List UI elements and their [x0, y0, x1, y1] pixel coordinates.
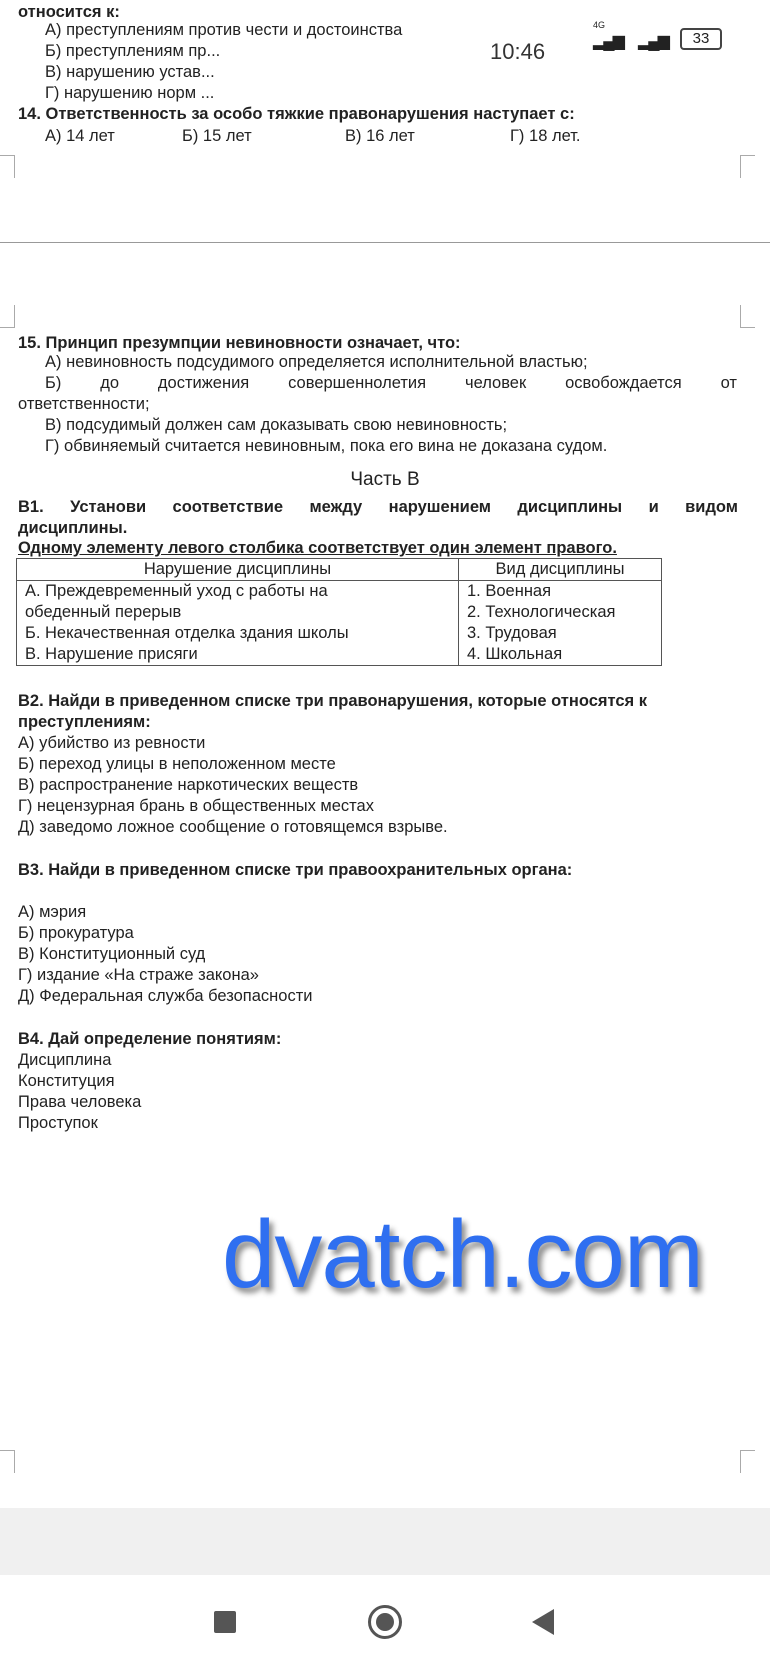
b2-option: Д) заведомо ложное сообщение о готовящемся взрыве. [18, 818, 448, 836]
q14-option-b: Б) 15 лет [182, 127, 252, 145]
q15-title: 15. Принцип презумпции невиновности означает, что: [18, 334, 461, 352]
table-header: Нарушение дисциплины [17, 559, 459, 581]
recents-icon[interactable] [214, 1611, 236, 1633]
b4-title: В4. Дай определение понятиям: [18, 1030, 282, 1048]
watermark: dvatch.com [222, 1201, 703, 1308]
page-corner-mark [740, 305, 755, 328]
page-corner-mark [740, 155, 755, 178]
table-cell-right [459, 581, 662, 666]
q15-option-d: Г) обвиняемый считается невиновным, пока его вина не доказана судом. [45, 437, 608, 455]
b2-title-cont: преступлениям: [18, 713, 151, 731]
b4-term: Проступок [18, 1114, 98, 1132]
q15-option-b-cont: ответственности; [18, 395, 150, 413]
b2-option: Б) переход улицы в неположенном месте [18, 755, 336, 773]
part-b-title: Часть В [350, 469, 420, 490]
page-divider [0, 242, 770, 243]
violation-item: Б. Некачественная отделка здания школы [25, 624, 349, 642]
b3-option: Д) Федеральная служба безопасности [18, 987, 313, 1005]
q15-option-b: Б) до достижения совершеннолетия человек освобождается от [45, 374, 737, 392]
page-corner-mark [0, 155, 15, 178]
q14-option-d: Г) 18 лет. [510, 127, 581, 145]
violation-item: А. Преждевременный уход с работы на [25, 582, 328, 600]
violation-item: В. Нарушение присяги [25, 645, 198, 663]
b4-term: Права человека [18, 1093, 142, 1111]
b3-option: А) мэрия [18, 903, 87, 921]
q13-option-c: В) нарушению устав... [45, 63, 215, 81]
b4-term: Конституция [18, 1072, 115, 1090]
q15-option-c: В) подсудимый должен сам доказывать свою невиновность; [45, 416, 508, 434]
q14-option-a: А) 14 лет [45, 127, 115, 145]
matching-table [16, 558, 662, 666]
discipline-item: 3. Трудовая [467, 624, 557, 642]
q13-tail: относится к: [18, 3, 120, 21]
b2-title: В2. Найди в приведенном списке три правонарушения, которые относятся к [18, 692, 648, 710]
table-cell-left [17, 581, 459, 666]
b1-title: В1. Установи соответствие между нарушением дисциплины и видом [18, 498, 738, 516]
back-icon[interactable] [532, 1609, 554, 1635]
discipline-item: 4. Школьная [467, 645, 563, 663]
q13-option-a: А) преступлениям против чести и достоинства [45, 21, 403, 39]
q14-option-c: В) 16 лет [345, 127, 415, 145]
q13-option-d: Г) нарушению норм ... [45, 84, 215, 102]
b3-option: Г) издание «На страже закона» [18, 966, 259, 984]
page-corner-mark [0, 305, 15, 328]
discipline-item: 2. Технологическая [467, 603, 616, 621]
home-icon-dot [376, 1613, 394, 1631]
status-time: 10:46 [490, 39, 546, 64]
page-corner-mark [740, 1450, 755, 1473]
b1-title-cont: дисциплины. [18, 519, 128, 537]
b3-title: В3. Найди в приведенном списке три правоохранительных органа: [18, 861, 573, 879]
page-gap [0, 1508, 770, 1575]
b1-instruction: Одному элементу левого столбика соответствует один элемент правого. [18, 539, 617, 557]
violation-item: обеденный перерыв [25, 603, 182, 621]
q14-title: 14. Ответственность за особо тяжкие правонарушения наступает с: [18, 105, 575, 123]
b2-option: Г) нецензурная брань в общественных местах [18, 797, 374, 815]
navigation-bar [0, 1575, 770, 1668]
b4-term: Дисциплина [18, 1051, 112, 1069]
signal-icon: ▂▄▆ [638, 33, 668, 50]
home-icon[interactable] [368, 1605, 402, 1639]
b3-option: В) Конституционный суд [18, 945, 206, 963]
signal-icon: ▂▄▆ [593, 33, 623, 50]
q15-option-a: А) невиновность подсудимого определяется исполнительной властью; [45, 353, 588, 371]
battery-icon: 33 [680, 28, 722, 50]
q13-option-b: Б) преступлениям пр... [45, 42, 221, 60]
table-header: Вид дисциплины [459, 559, 662, 581]
network-type: 4G [593, 20, 606, 30]
b2-option: В) распространение наркотических веществ [18, 776, 359, 794]
b3-option: Б) прокуратура [18, 924, 134, 942]
b2-option: А) убийство из ревности [18, 734, 206, 752]
discipline-item: 1. Военная [467, 582, 552, 600]
page-corner-mark [0, 1450, 15, 1473]
